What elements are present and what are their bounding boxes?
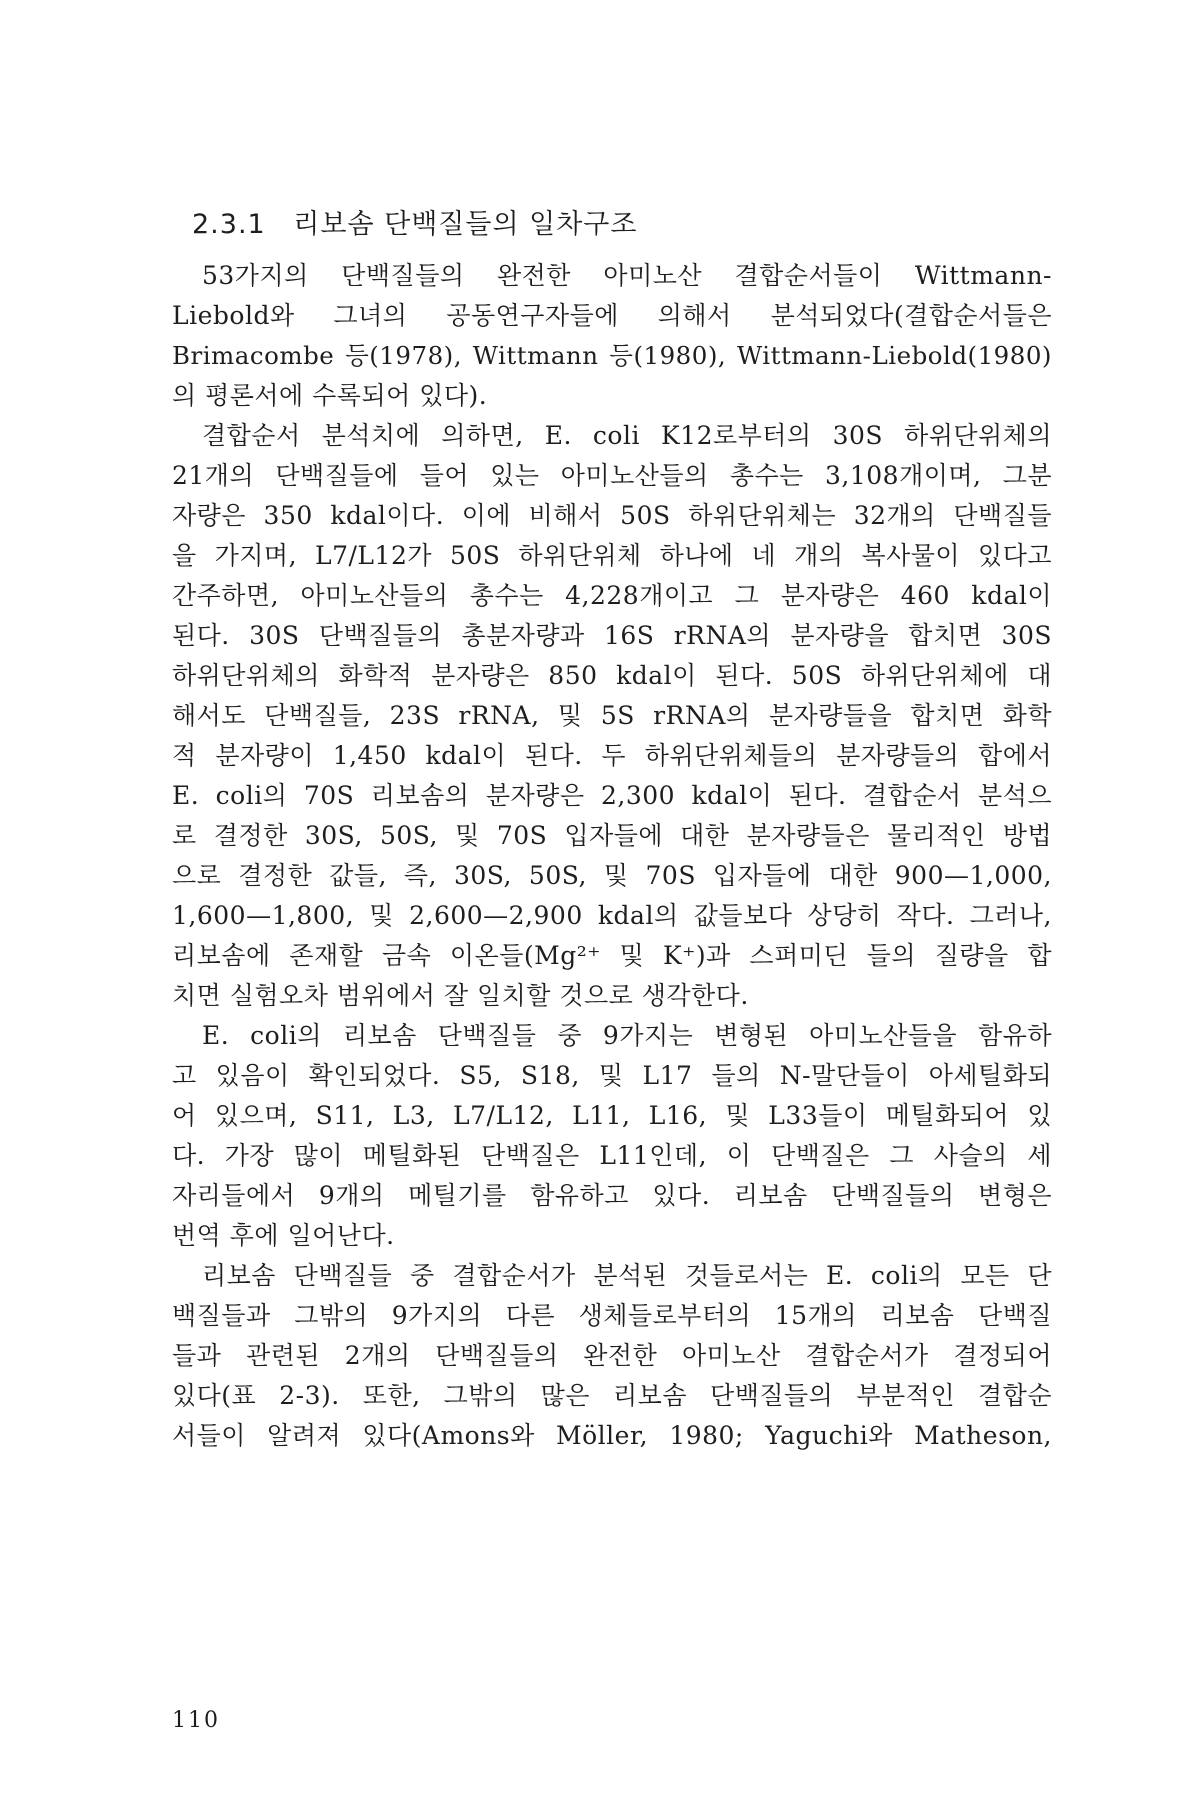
- text-line: 번역 후에 일어난다.: [172, 1221, 395, 1250]
- section-number: 2.3.1: [192, 209, 266, 240]
- text-line: 하위단위체의 화학적 분자량은 850 kdal이 된다. 50S 하위단위체에 대: [172, 661, 1052, 690]
- text-line: 로 결정한 30S, 50S, 및 70S 입자들에 대한 분자량들은 물리적인 방법: [172, 821, 1052, 850]
- text-line: 간주하면, 아미노산들의 총수는 4,228개이고 그 분자량은 460 kdal이: [172, 581, 1052, 610]
- text-line: 고 있음이 확인되었다. S5, S18, 및 L17 들의 N-말단들이 아세틸화되: [172, 1061, 1052, 1090]
- text-line: 백질들과 그밖의 9가지의 다른 생체들로부터의 15개의 리보솜 단백질: [172, 1301, 1052, 1330]
- text-line: 21개의 단백질들에 들어 있는 아미노산들의 총수는 3,108개이며, 그분: [172, 461, 1052, 490]
- text-line: 서들이 알려져 있다(Amons와 Möller, 1980; Yaguchi와 Matheson,: [172, 1421, 1052, 1450]
- page-number: 110: [172, 1708, 220, 1733]
- text-line: E. coli의 70S 리보솜의 분자량은 2,300 kdal이 된다. 결합순서 분석으: [172, 781, 1052, 810]
- text-line: 리보솜에 존재할 금속 이온들(Mg²⁺ 및 K⁺)과 스퍼미딘 들의 질량을 합: [172, 941, 1052, 970]
- text-line: 어 있으며, S11, L3, L7/L12, L11, L16, 및 L33들이 메틸화되어 있: [172, 1101, 1052, 1130]
- text-line: Liebold와 그녀의 공동연구자들에 의해서 분석되었다(결합순서들은: [172, 301, 1052, 330]
- text-line: 자리들에서 9개의 메틸기를 함유하고 있다. 리보솜 단백질들의 변형은: [172, 1181, 1052, 1210]
- section-title: 리보솜 단백질들의 일차구조: [293, 209, 638, 240]
- text-line: 결합순서 분석치에 의하면, E. coli K12로부터의 30S 하위단위체의: [202, 421, 1052, 450]
- text-line: 53가지의 단백질들의 완전한 아미노산 결합순서들이 Wittmann-: [202, 261, 1052, 290]
- text-line: 치면 실험오차 범위에서 잘 일치할 것으로 생각한다.: [172, 981, 749, 1010]
- text-line: 의 평론서에 수록되어 있다).: [172, 381, 488, 410]
- text-line: 을 가지며, L7/L12가 50S 하위단위체 하나에 네 개의 복사물이 있다고: [172, 541, 1052, 570]
- text-line: 리보솜 단백질들 중 결합순서가 분석된 것들로서는 E. coli의 모든 단: [202, 1261, 1052, 1290]
- text-line: 된다. 30S 단백질들의 총분자량과 16S rRNA의 분자량을 합치면 30S: [172, 621, 1052, 650]
- text-line: 있다(표 2-3). 또한, 그밖의 많은 리보솜 단백질들의 부분적인 결합순: [172, 1381, 1052, 1410]
- text-line: 으로 결정한 값들, 즉, 30S, 50S, 및 70S 입자들에 대한 900—1,000,: [172, 861, 1052, 890]
- text-line: 자량은 350 kdal이다. 이에 비해서 50S 하위단위체는 32개의 단백질들: [172, 501, 1052, 530]
- text-line: Brimacombe 등(1978), Wittmann 등(1980), Wittmann-Liebold(1980): [172, 341, 1052, 370]
- text-line: 적 분자량이 1,450 kdal이 된다. 두 하위단위체들의 분자량들의 합에서: [172, 741, 1052, 770]
- text-line: 해서도 단백질들, 23S rRNA, 및 5S rRNA의 분자량들을 합치면 화학: [172, 701, 1052, 730]
- text-line: 1,600—1,800, 및 2,600—2,900 kdal의 값들보다 상당히 작다. 그러나,: [172, 901, 1052, 930]
- section-heading: [192, 202, 637, 241]
- text-line: E. coli의 리보솜 단백질들 중 9가지는 변형된 아미노산들을 함유하: [202, 1021, 1052, 1050]
- text-line: 들과 관련된 2개의 단백질들의 완전한 아미노산 결합순서가 결정되어: [172, 1341, 1052, 1370]
- text-line: 다. 가장 많이 메틸화된 단백질은 L11인데, 이 단백질은 그 사슬의 세: [172, 1141, 1052, 1170]
